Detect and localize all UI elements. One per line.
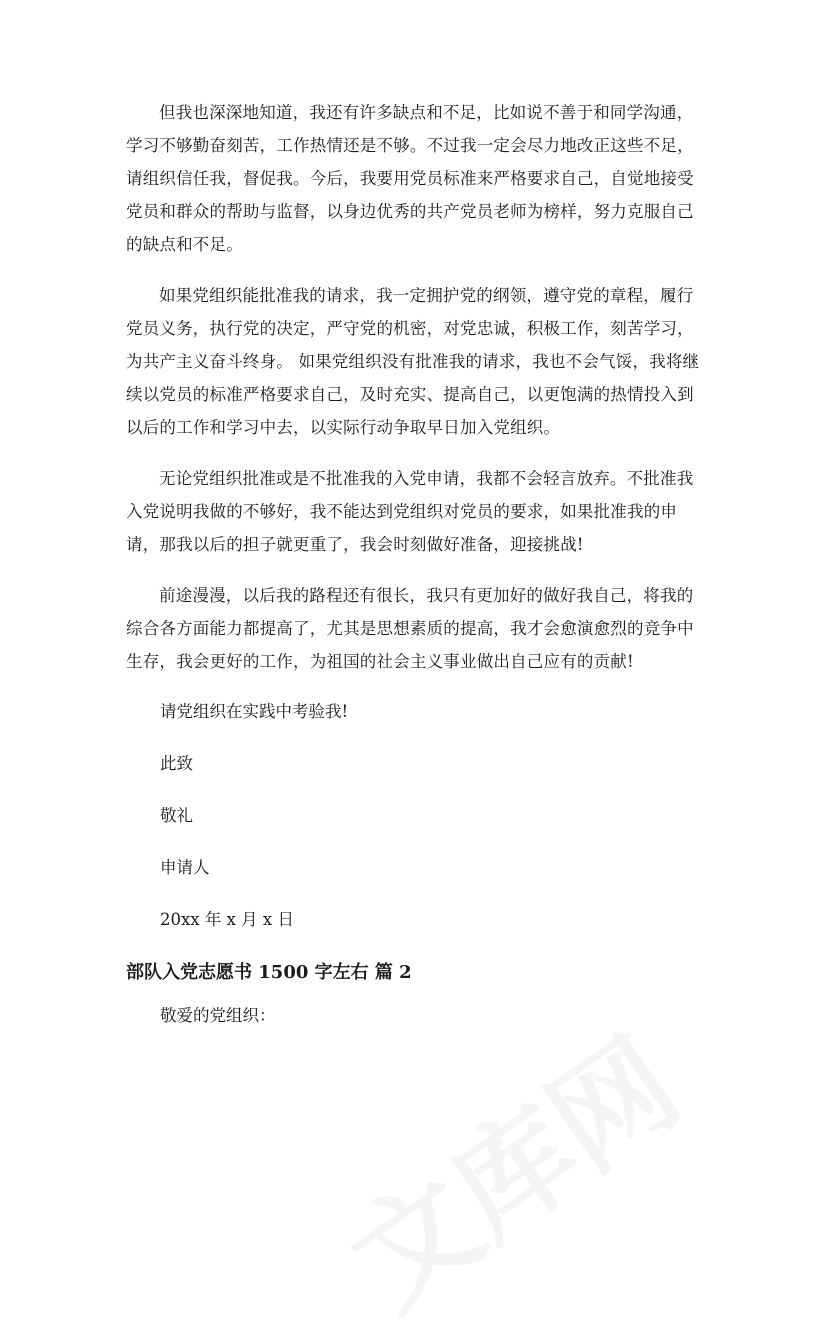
applicant-label: 申请人 — [160, 858, 210, 877]
closing-request: 请党组织在实践中考验我! — [160, 702, 349, 721]
section-heading: 部队入党志愿书 1500 字左右 篇 2 — [126, 962, 412, 983]
closing-salutation-2: 敬礼 — [160, 806, 193, 825]
paragraph-never-give-up: 无论党组织批准或是不批准我的入党申请，我都不会轻言放弃。不批准我入党说明我做的不够好，我不能达到党组织对党员的要求，如果批准我的申请，那我以后的担子就更重了，我会时刻做好准备，迎接挑战! — [126, 469, 694, 554]
paragraph-approval-pledge: 如果党组织能批准我的请求，我一定拥护党的纲领，遵守党的章程，履行党员义务，执行党的决定，严守党的机密，对党忠诚，积极工作，刻苦学习，为共产主义奋斗终身。 如果党组织没有批准我的请求，我也不会气馁，我将继续以党员的标准严格要求自己，及时充实、提高自己，以更饱满的热情投入到以后的工作和学习中去，以实际行动争取早日加入党组织。 — [126, 286, 700, 437]
greeting-line: 敬爱的党组织： — [160, 1006, 276, 1025]
paragraph-shortcomings: 但我也深深地知道，我还有许多缺点和不足，比如说不善于和同学沟通，学习不够勤奋刻苦，工作热情还是不够。不过我一定会尽力地改正这些不足，请组织信任我，督促我。今后，我要用党员标准来严格要求自己，自觉地接受党员和群众的帮助与监督，以身边优秀的共产党员老师为榜样，努力克服自己的缺点和不足。 — [126, 103, 694, 254]
closing-salutation-1: 此致 — [160, 754, 193, 773]
watermark-text: 文库网 — [328, 1014, 704, 1335]
paragraph-future: 前途漫漫，以后我的路程还有很长，我只有更加好的做好我自己，将我的综合各方面能力都提高了，尤其是思想素质的提高，我才会愈演愈烈的竞争中生存，我会更好的工作，为祖国的社会主义事业做出自己应有的贡献! — [126, 586, 694, 671]
date-line: 20xx 年 x 月 x 日 — [160, 910, 294, 929]
